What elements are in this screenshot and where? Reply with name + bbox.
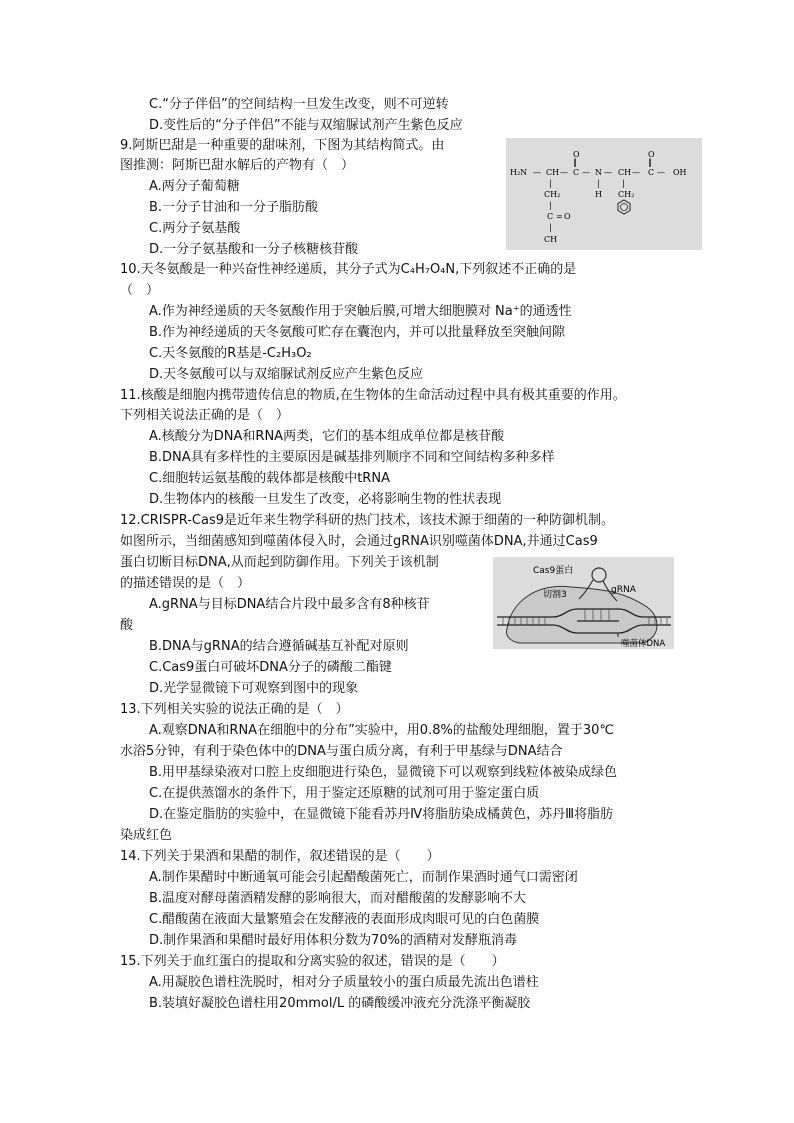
label-phage-dna: 噬菌体DNA	[621, 639, 666, 649]
q14-option-c: C.醋酸菌在液面大量繁殖会在发酵液的表面形成肉眼可见的白色菌膜	[149, 912, 540, 927]
atom-ch2-1: CH₂	[544, 190, 561, 199]
q11-option-b: B.DNA具有多样性的主要原因是碱基排列顺序不同和空间结构多种多样	[149, 450, 555, 465]
q11-option-d: D.生物体内的核酸一旦发生了改变，必将影响生物的性状表现	[149, 492, 502, 507]
q10-option-a: A.作为神经递质的天冬氨酸作用于突触后膜,可增大细胞膜对 Na⁺的通透性	[149, 304, 572, 319]
q10-option-d: D.天冬氨酸可以与双缩脲试剂反应产生紫色反应	[149, 367, 424, 382]
bond-v-2: |	[597, 179, 600, 188]
bond-1: —	[533, 168, 541, 177]
q15-option-a: A.用凝胶色谱柱洗脱时，相对分子质量较小的蛋白质最先流出色谱柱	[149, 975, 539, 990]
q8-option-c: C.“分子伴侣”的空间结构一旦发生改变，则不可逆转	[149, 97, 449, 112]
q15-option-b: B.装填好凝胶色谱柱用20mmol/L 的磷酸缓冲液充分洗涤平衡凝胶	[149, 996, 531, 1011]
label-cas9: Cas9蛋白	[533, 566, 574, 576]
q11-option-a: A.核酸分为DNA和RNA两类，它们的基本组成单位都是核苷酸	[149, 429, 505, 444]
q12-option-a: A.gRNA与目标DNA结合片段中最多含有8种核苷	[149, 597, 430, 612]
q15-stem: 15.下列关于血红蛋白的提取和分离实验的叙述，错误的是（ ）	[120, 954, 505, 969]
atom-c-1: C	[573, 168, 580, 177]
grna-hairpin-loop	[592, 568, 606, 582]
bond-v-3: |	[622, 179, 625, 188]
q13-option-d-cont: 染成红色	[120, 828, 173, 843]
aspartame-structure-figure	[506, 138, 702, 250]
q14-stem: 14.下列关于果酒和果醋的制作，叙述错误的是（ ）	[120, 849, 440, 864]
q13-option-a: A.观察DNA和RNA在细胞中的分布”实验中，用0.8%的盐酸处理细胞，置于30℃	[149, 723, 614, 738]
q13-option-a-cont: 水浴5分钟，有利于染色体中的DNA与蛋白质分离，有利于甲基绿与DNA结合	[120, 744, 563, 759]
benzene-ring-icon	[618, 200, 630, 214]
bond-dbl-2: ‖	[648, 158, 652, 167]
bond-4: —	[604, 168, 612, 177]
atom-c-3: C	[547, 212, 554, 221]
q10-stem-bracket: （ ）	[120, 283, 160, 298]
atom-n: N	[595, 168, 602, 177]
q12-stem-line2: 如图所示，当细菌感知到噬菌体侵入时，会通过gRNA识别噬菌体DNA,并通过Cas9	[120, 534, 598, 549]
q11-option-c: C.细胞转运氨基酸的载体都是核酸中tRNA	[149, 471, 390, 486]
bond-5: —	[632, 168, 640, 177]
q12-stem-line1: 12.CRISPR-Cas9是近年来生物学科研的热门技术，该技术源于细菌的一种防御机制。	[120, 513, 614, 528]
q10-stem: 10.天冬氨酸是一种兴奋性神经递质，其分子式为C₄H₇O₄N,下列叙述不正确的是	[120, 262, 577, 277]
q13-option-c: C.在提供蒸馏水的条件下，用于鉴定还原糖的试剂可用于鉴定蛋白质	[149, 786, 540, 801]
atom-ch2-2: CH₂	[618, 190, 635, 199]
atom-c-2: C	[648, 168, 655, 177]
atom-h: H	[595, 190, 602, 199]
crispr-cas9-diagram	[493, 557, 674, 649]
q14-option-b: B.温度对酵母菌酒精发酵的影响很大，而对醋酸菌的发酵影响不大	[149, 891, 527, 906]
q12-option-a-cont: 酸	[120, 618, 134, 633]
q9-stem-line1: 9.阿斯巴甜是一种重要的甜味剂，下图为其结构简式。由	[120, 138, 445, 153]
q12-option-b: B.DNA与gRNA的结合遵循碱基互补配对原则	[149, 639, 409, 654]
q11-stem-line1: 11.核酸是细胞内携带遗传信息的物质,在生物体的生命活动过程中具有极其重要的作用。	[120, 388, 626, 403]
q13-stem: 13.下列相关实验的说法正确的是（ ）	[120, 702, 349, 717]
atom-oh: OH	[673, 168, 687, 177]
q9-option-c: C.两分子氨基酸	[149, 221, 241, 236]
aspartame-structure-diagram	[506, 138, 702, 250]
bond-3: —	[582, 168, 590, 177]
q12-option-d: D.光学显微镜下可观察到图中的现象	[149, 681, 359, 696]
q10-option-c: C.天冬氨酸的R基是-C₂H₃O₂	[149, 346, 312, 361]
label-cut: 切割3	[543, 590, 567, 600]
q9-option-a: A.两分子葡萄糖	[149, 179, 240, 194]
q10-option-b: B.作为神经递质的天冬氨酸可贮存在囊泡内，并可以批量释放至突触间隙	[149, 325, 566, 340]
bond-v-5: |	[549, 223, 552, 232]
bond-2: —	[560, 168, 568, 177]
atom-ch-1: CH	[546, 168, 560, 177]
bond-v-4: |	[549, 201, 552, 210]
label-grna: gRNA	[611, 585, 636, 595]
q13-option-d: D.在鉴定脂肪的实验中，在显微镜下能看苏丹Ⅳ将脂肪染成橘黄色，苏丹Ⅲ将脂肪	[149, 807, 614, 822]
bond-dbl-3: =	[556, 212, 563, 221]
atom-h2n: H₂N	[510, 168, 528, 177]
q12-stem-line3: 蛋白切断目标DNA,从而起到防御作用。下列关于该机制	[120, 555, 439, 570]
atom-ch-3: CH	[544, 235, 558, 244]
q13-option-b: B.用甲基绿染液对口腔上皮细胞进行染色，显微镜下可以观察到线粒体被染成绿色	[149, 765, 618, 780]
q11-stem-line2: 下列相关说法正确的是（ ）	[120, 408, 290, 423]
q14-option-a: A.制作果醋时中断通氧可能会引起醋酸菌死亡，而制作果酒时通气口需密闭	[149, 870, 578, 885]
atom-o-2: O	[648, 150, 655, 159]
bond-v-1: |	[549, 179, 552, 188]
q12-stem-line4: 的描述错误的是（ ）	[120, 576, 251, 591]
crispr-cas9-figure	[493, 557, 674, 649]
atom-ch-2: CH	[618, 168, 632, 177]
bond-6: —	[657, 168, 665, 177]
q9-stem-line2: 图推测：阿斯巴甜水解后的产物有（ ）	[120, 158, 355, 173]
bond-dbl-1: ‖	[573, 158, 577, 167]
q9-option-b: B.一分子甘油和一分子脂肪酸	[149, 200, 319, 215]
atom-o-1: O	[573, 150, 580, 159]
q8-option-d: D.变性后的“分子伴侣”不能与双缩脲试剂产生紫色反应	[149, 118, 463, 133]
q12-option-c: C.Cas9蛋白可破坏DNA分子的磷酸二酯键	[149, 660, 392, 675]
q9-option-d: D.一分子氨基酸和一分子核糖核苷酸	[149, 242, 359, 257]
atom-o-3: O	[564, 212, 571, 221]
q14-option-d: D.制作果酒和果醋时最好用体积分数为70%的酒精对发酵瓶消毒	[149, 933, 518, 948]
